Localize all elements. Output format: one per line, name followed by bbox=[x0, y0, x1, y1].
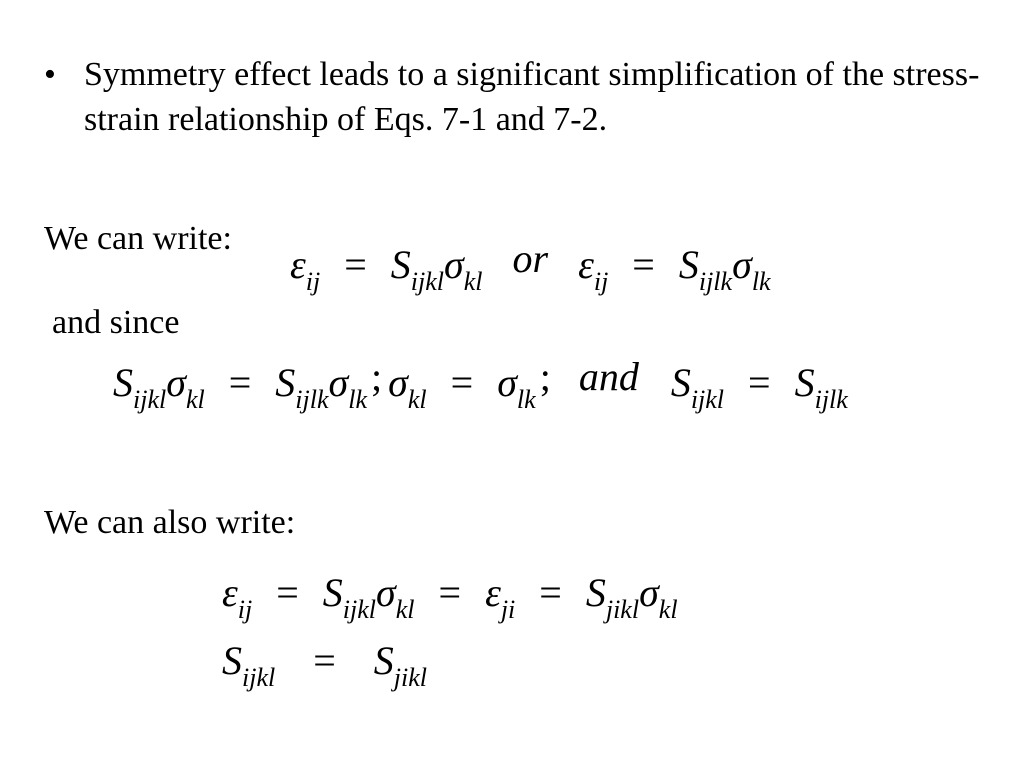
subscript-ji: ji bbox=[500, 595, 516, 624]
subscript-ijkl: ijkl bbox=[690, 385, 725, 414]
compliance-symbol: S bbox=[373, 638, 394, 683]
compliance-symbol: S bbox=[670, 360, 691, 405]
subscript-kl: kl bbox=[185, 385, 205, 414]
equals-sign: = bbox=[344, 242, 367, 287]
subscript-ij: ij bbox=[593, 267, 609, 296]
sigma-symbol: σ bbox=[388, 360, 408, 405]
equals-sign: = bbox=[276, 570, 299, 615]
equals-sign: = bbox=[539, 570, 562, 615]
sigma-symbol: σ bbox=[497, 360, 517, 405]
subscript-ij: ij bbox=[237, 595, 253, 624]
label-and-since: and since bbox=[52, 304, 180, 341]
compliance-symbol: S bbox=[585, 570, 606, 615]
epsilon-symbol: ε bbox=[578, 242, 594, 287]
semicolon: ; bbox=[371, 354, 383, 399]
subscript-ijlk: ijlk bbox=[814, 385, 848, 414]
compliance-symbol: S bbox=[322, 570, 343, 615]
compliance-symbol: S bbox=[113, 360, 133, 405]
epsilon-symbol: ε bbox=[485, 570, 501, 615]
bullet-icon: • bbox=[44, 56, 56, 93]
label-we-can-also-write: We can also write: bbox=[44, 504, 296, 541]
sigma-symbol: σ bbox=[444, 242, 464, 287]
equals-sign: = bbox=[228, 360, 252, 405]
word-or: or bbox=[512, 236, 549, 281]
equation-compliance-symmetry bbox=[222, 636, 427, 692]
equation-symmetry-condition bbox=[113, 354, 848, 414]
sigma-symbol: σ bbox=[376, 570, 396, 615]
subscript-ijkl: ijkl bbox=[410, 267, 444, 296]
compliance-symbol: S bbox=[222, 638, 242, 683]
equals-sign: = bbox=[313, 638, 336, 683]
equals-sign: = bbox=[450, 360, 474, 405]
subscript-jikl: jikl bbox=[393, 663, 427, 692]
subscript-ijkl: ijkl bbox=[242, 663, 276, 692]
sigma-symbol: σ bbox=[166, 360, 186, 405]
equation-strain-symmetry bbox=[222, 568, 678, 624]
subscript-lk: lk bbox=[348, 385, 367, 414]
equals-sign: = bbox=[438, 570, 462, 615]
subscript-jikl: jikl bbox=[605, 595, 640, 624]
equals-sign: = bbox=[632, 242, 655, 287]
subscript-kl: kl bbox=[463, 267, 483, 296]
subscript-ijlk: ijlk bbox=[295, 385, 329, 414]
compliance-symbol: S bbox=[678, 242, 699, 287]
sigma-symbol: σ bbox=[639, 570, 659, 615]
sigma-symbol: σ bbox=[328, 360, 349, 405]
subscript-ijlk: ijlk bbox=[698, 267, 733, 296]
compliance-symbol: S bbox=[390, 242, 411, 287]
subscript-kl: kl bbox=[658, 595, 678, 624]
subscript-ijkl: ijkl bbox=[342, 595, 376, 624]
equation-strain-compliance bbox=[290, 236, 771, 296]
subscript-kl: kl bbox=[407, 385, 427, 414]
subscript-ijkl: ijkl bbox=[133, 385, 167, 414]
epsilon-symbol: ε bbox=[290, 242, 306, 287]
epsilon-symbol: ε bbox=[222, 570, 238, 615]
subscript-lk: lk bbox=[751, 267, 771, 296]
subscript-kl: kl bbox=[395, 595, 415, 624]
equals-sign: = bbox=[748, 360, 771, 405]
word-and: and bbox=[578, 354, 639, 399]
subscript-ij: ij bbox=[305, 267, 321, 296]
compliance-symbol: S bbox=[275, 360, 296, 405]
compliance-symbol: S bbox=[794, 360, 815, 405]
subscript-lk: lk bbox=[516, 385, 536, 414]
semicolon: ; bbox=[539, 354, 551, 399]
sigma-symbol: σ bbox=[732, 242, 752, 287]
bullet-text: Symmetry effect leads to a significant simplification of the stress-strain relationship of Eqs. 7-1 and 7-2. bbox=[84, 56, 980, 138]
label-we-can-write: We can write: bbox=[44, 220, 232, 257]
